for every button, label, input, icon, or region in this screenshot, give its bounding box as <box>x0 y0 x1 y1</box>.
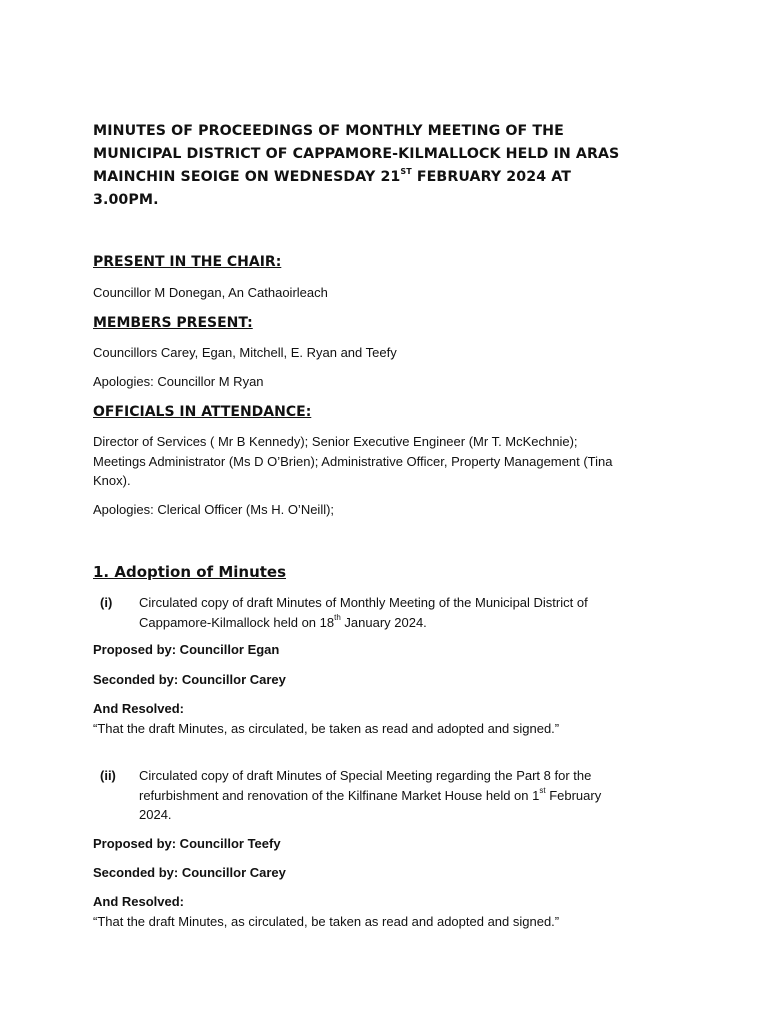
item-2-line-2-pre: refurbishment and renovation of the Kilfinane Market House held on 1 <box>139 787 540 803</box>
officials-line-3: Knox). <box>93 473 131 488</box>
item-1-number: (i) <box>100 595 113 610</box>
item-1-text <box>139 593 679 632</box>
section-1-heading: 1. Adoption of Minutes <box>93 563 287 581</box>
item-1-proposed: Proposed by: Councillor Egan <box>93 642 280 657</box>
officials-apologies: Apologies: Clerical Officer (Ms H. O’Neill); <box>93 502 335 517</box>
item-1-resolution <box>93 699 683 738</box>
chair-heading: PRESENT IN THE CHAIR: <box>93 254 282 270</box>
title-ordinal: ST <box>400 167 412 177</box>
item-2-line-1: Circulated copy of draft Minutes of Special Meeting regarding the Part 8 for the <box>139 768 592 783</box>
chair-text: Councillor M Donegan, An Cathaoirleach <box>93 285 328 300</box>
item-1-line-2 <box>139 613 679 633</box>
title-line-3 <box>93 166 683 189</box>
item-2-seconded: Seconded by: Councillor Carey <box>93 865 286 880</box>
item-2-proposed: Proposed by: Councillor Teefy <box>93 836 281 851</box>
item-1-line-2-post: January 2024. <box>340 614 427 630</box>
item-2-resolution <box>93 892 683 931</box>
officials-line-2: Meetings Administrator (Ms D O’Brien); Administrative Officer, Property Management (Tina <box>93 453 613 469</box>
title-line-3-pre: MAINCHIN SEOIGE ON WEDNESDAY 21 <box>93 169 401 185</box>
item-1-ordinal: th <box>334 613 341 623</box>
members-heading: MEMBERS PRESENT: <box>93 315 253 331</box>
item-2-line-3: 2024. <box>139 807 172 822</box>
officials-heading: OFFICIALS IN ATTENDANCE: <box>93 404 312 420</box>
title-line-2: MUNICIPAL DISTRICT OF CAPPAMORE-KILMALLOCK HELD IN ARAS <box>93 146 620 162</box>
item-2-line-2-post: February <box>545 787 602 803</box>
document-title <box>93 120 683 212</box>
item-2-resolved-text: “That the draft Minutes, as circulated, be taken as read and adopted and signed.” <box>93 913 560 929</box>
item-1-line-2-pre: Cappamore-Kilmallock held on 18 <box>139 614 335 630</box>
item-2-text <box>139 766 679 825</box>
officials-line-1: Director of Services ( Mr B Kennedy); Senior Executive Engineer (Mr T. McKechnie); <box>93 434 578 449</box>
item-1-resolved-text: “That the draft Minutes, as circulated, be taken as read and adopted and signed.” <box>93 720 560 736</box>
title-line-4: 3.00PM. <box>93 192 159 208</box>
item-1-resolved-label: And Resolved: <box>93 701 185 716</box>
item-1-line-1: Circulated copy of draft Minutes of Monthly Meeting of the Municipal District of <box>139 595 588 610</box>
title-line-1: MINUTES OF PROCEEDINGS OF MONTHLY MEETING OF THE <box>93 123 564 139</box>
item-2-number: (ii) <box>100 768 116 783</box>
item-2-resolved-label: And Resolved: <box>93 894 185 909</box>
members-apologies: Apologies: Councillor M Ryan <box>93 374 264 389</box>
officials-text <box>93 432 683 491</box>
members-text: Councillors Carey, Egan, Mitchell, E. Ryan and Teefy <box>93 345 397 360</box>
item-2-ordinal: st <box>539 786 546 796</box>
item-2-line-2 <box>139 786 679 806</box>
item-1-seconded: Seconded by: Councillor Carey <box>93 672 286 687</box>
title-line-3-post: FEBRUARY 2024 AT <box>411 169 571 185</box>
